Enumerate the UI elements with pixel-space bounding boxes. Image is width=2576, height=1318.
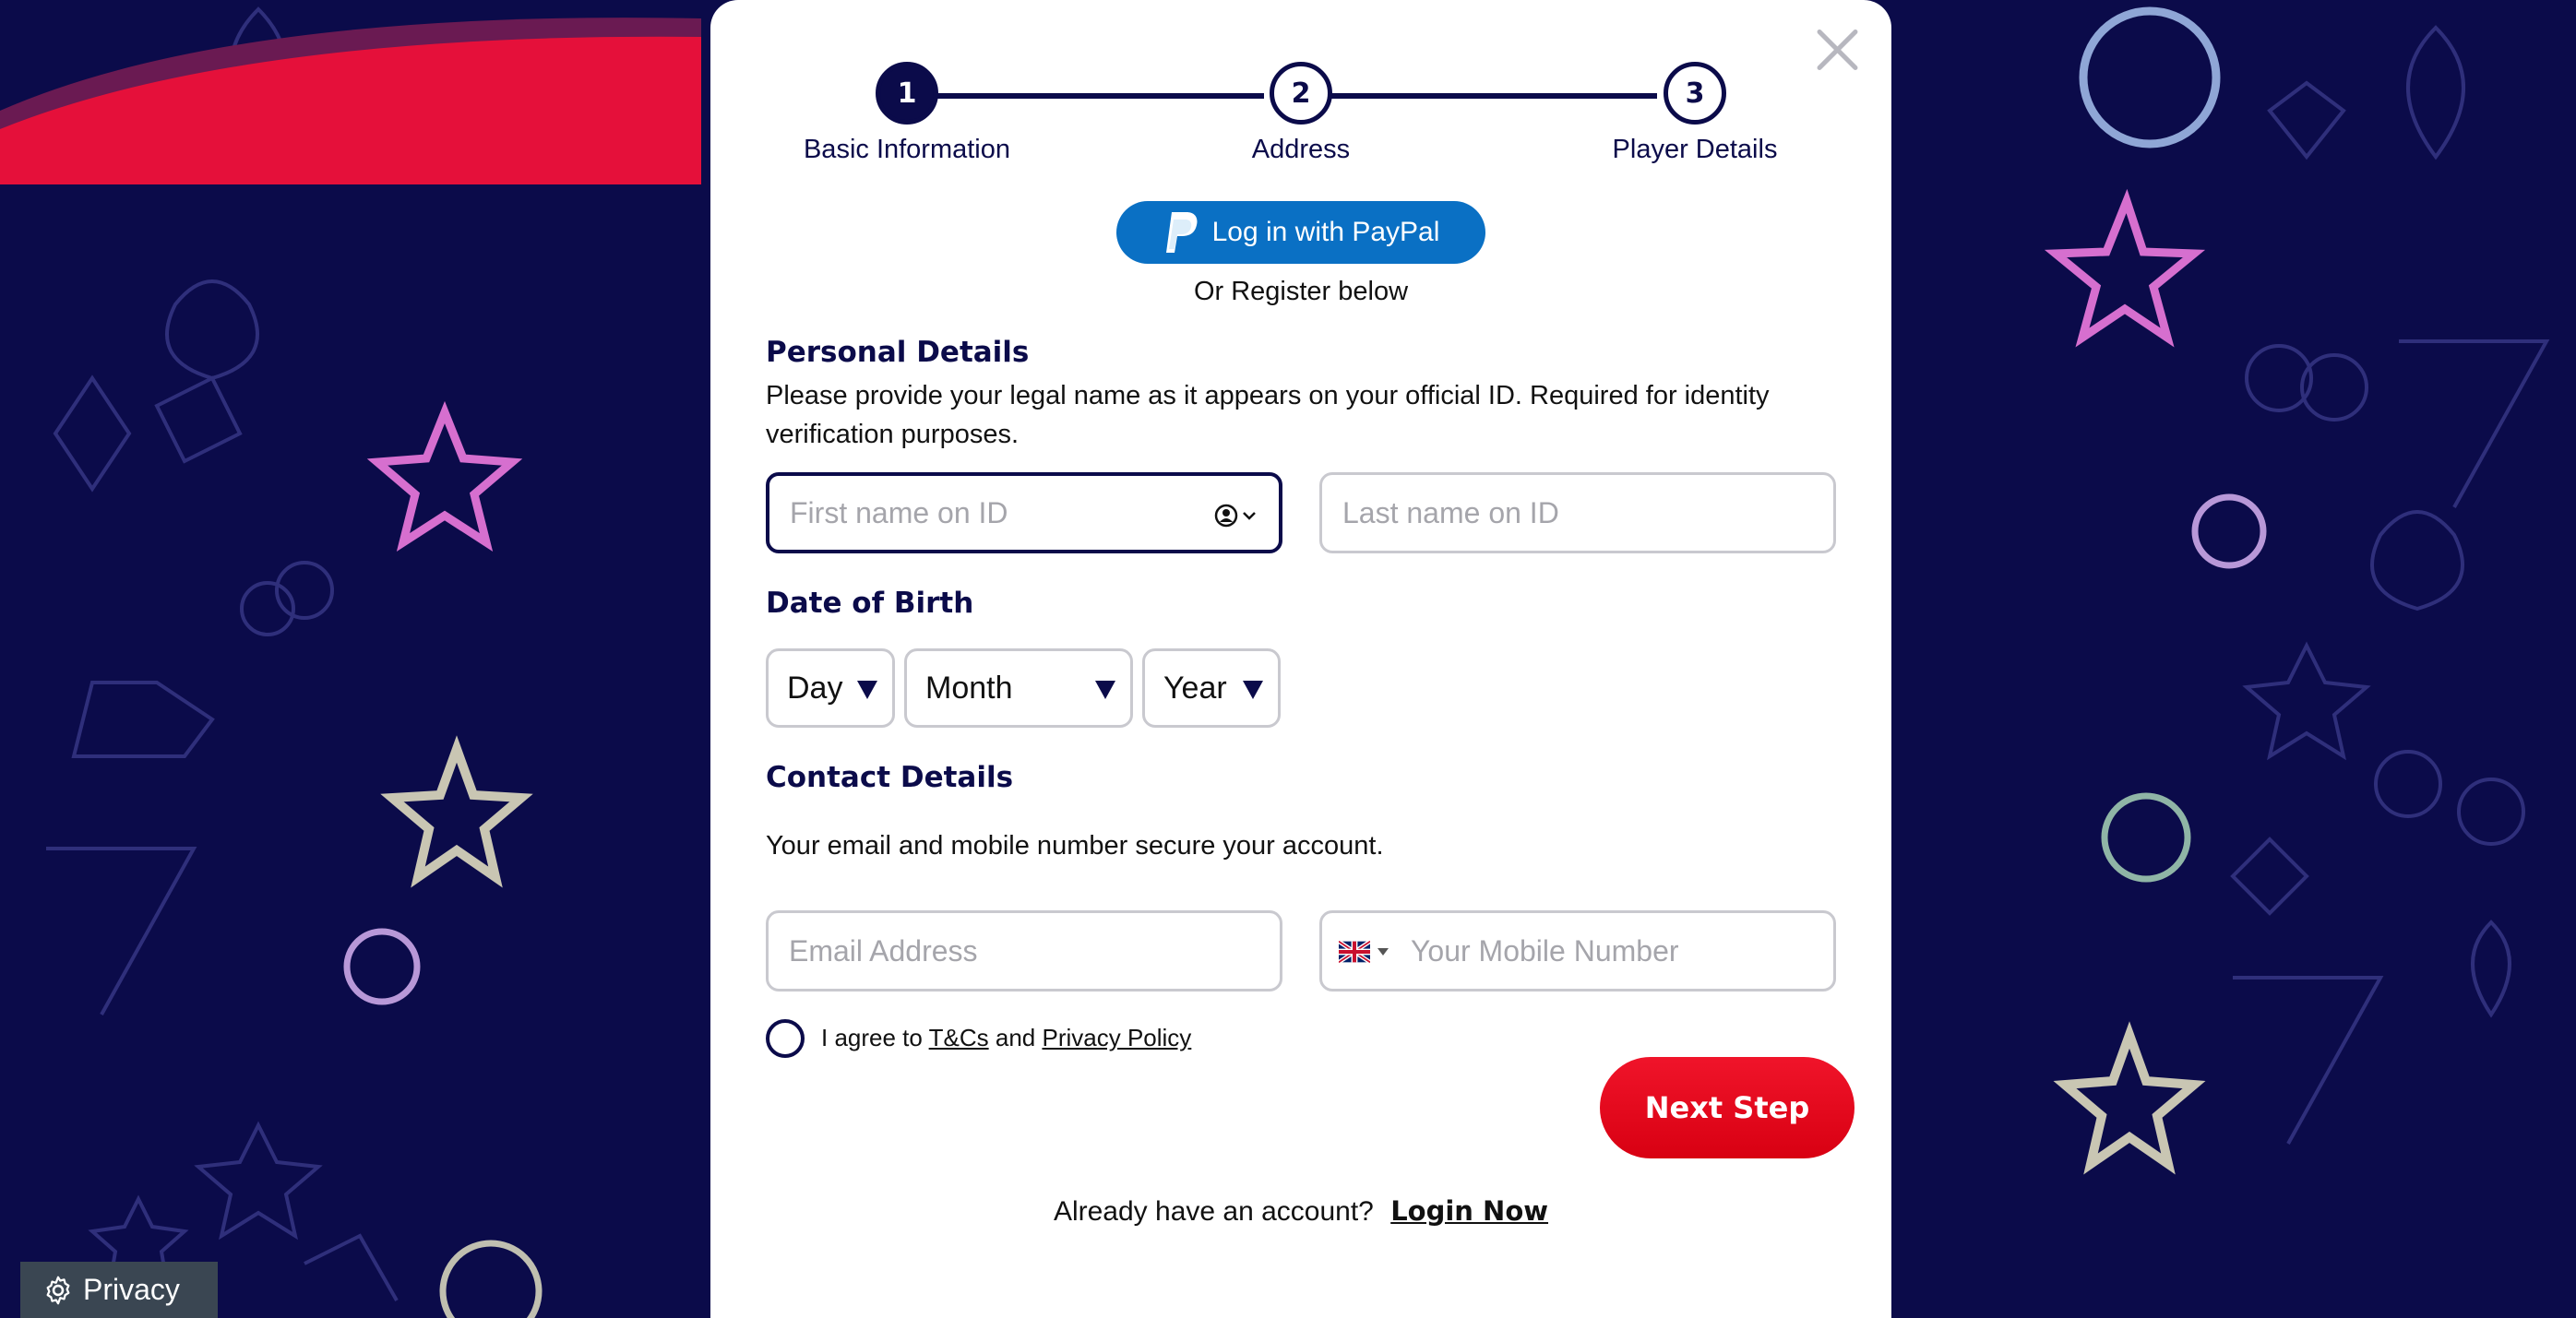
agree-prefix: I agree to <box>821 1024 923 1051</box>
privacy-button-label: Privacy <box>83 1273 180 1306</box>
step-2-label: Address <box>1251 135 1351 164</box>
mobile-input[interactable] <box>1322 913 1833 989</box>
privacy-settings-button[interactable] <box>20 1262 218 1318</box>
step-3-label: Player Details <box>1612 135 1778 164</box>
first-name-input[interactable] <box>769 476 1279 550</box>
dob-year-value: Year <box>1163 670 1227 706</box>
stepper-line-1 <box>906 93 1264 99</box>
dob-month-select[interactable] <box>904 648 1133 728</box>
personal-details-description: Please provide your legal name as it appears on your official ID. Required for identity verification purposes. <box>766 381 1770 449</box>
registration-modal <box>710 0 1891 1318</box>
step-3-indicator: 3 <box>1664 62 1726 125</box>
caret-down-icon <box>1377 948 1389 956</box>
close-icon[interactable] <box>1813 26 1861 74</box>
dob-year-select[interactable] <box>1142 648 1281 728</box>
contact-details-title: Contact Details <box>766 761 1014 794</box>
paypal-icon <box>1163 210 1199 255</box>
date-of-birth-title: Date of Birth <box>766 587 974 620</box>
login-prompt <box>710 1195 1891 1228</box>
contact-details-description: Your email and mobile number secure your account. <box>766 831 1384 861</box>
email-input[interactable] <box>769 913 1280 989</box>
last-name-input[interactable] <box>1322 475 1833 551</box>
dob-month-value: Month <box>925 670 1013 706</box>
tcs-link[interactable]: T&Cs <box>928 1024 989 1051</box>
email-field <box>766 910 1282 991</box>
dropdown-arrow-icon <box>1243 681 1263 699</box>
stepper-line-2 <box>1299 93 1657 99</box>
gear-icon <box>42 1275 74 1306</box>
dropdown-arrow-icon <box>1095 681 1115 699</box>
step-1-indicator: 1 <box>876 62 938 125</box>
country-code-select[interactable] <box>1339 941 1389 963</box>
first-name-field <box>766 472 1282 553</box>
step-2-indicator: 2 <box>1270 62 1332 125</box>
login-prompt-text: Already have an account? <box>1053 1196 1374 1227</box>
mobile-field <box>1319 910 1836 991</box>
login-now-link[interactable]: Login Now <box>1390 1195 1549 1227</box>
agree-and: and <box>995 1024 1036 1051</box>
agree-text <box>821 1024 1191 1052</box>
next-step-button[interactable]: Next Step <box>1600 1057 1854 1158</box>
step-1-label: Basic Information <box>803 135 1011 164</box>
contact-autofill-icon[interactable] <box>1214 504 1258 528</box>
paypal-login-label: Log in with PayPal <box>1211 217 1440 247</box>
dob-day-value: Day <box>787 670 843 706</box>
personal-details-title: Personal Details <box>766 336 1030 369</box>
agree-checkbox[interactable] <box>766 1019 805 1058</box>
last-name-field <box>1319 472 1836 553</box>
privacy-policy-link[interactable]: Privacy Policy <box>1042 1024 1192 1051</box>
dropdown-arrow-icon <box>857 681 877 699</box>
red-wave-decoration <box>0 0 701 184</box>
or-register-text: Or Register below <box>1193 277 1409 306</box>
dob-day-select[interactable] <box>766 648 895 728</box>
paypal-login-button[interactable] <box>1116 201 1485 264</box>
uk-flag-icon <box>1339 941 1370 963</box>
